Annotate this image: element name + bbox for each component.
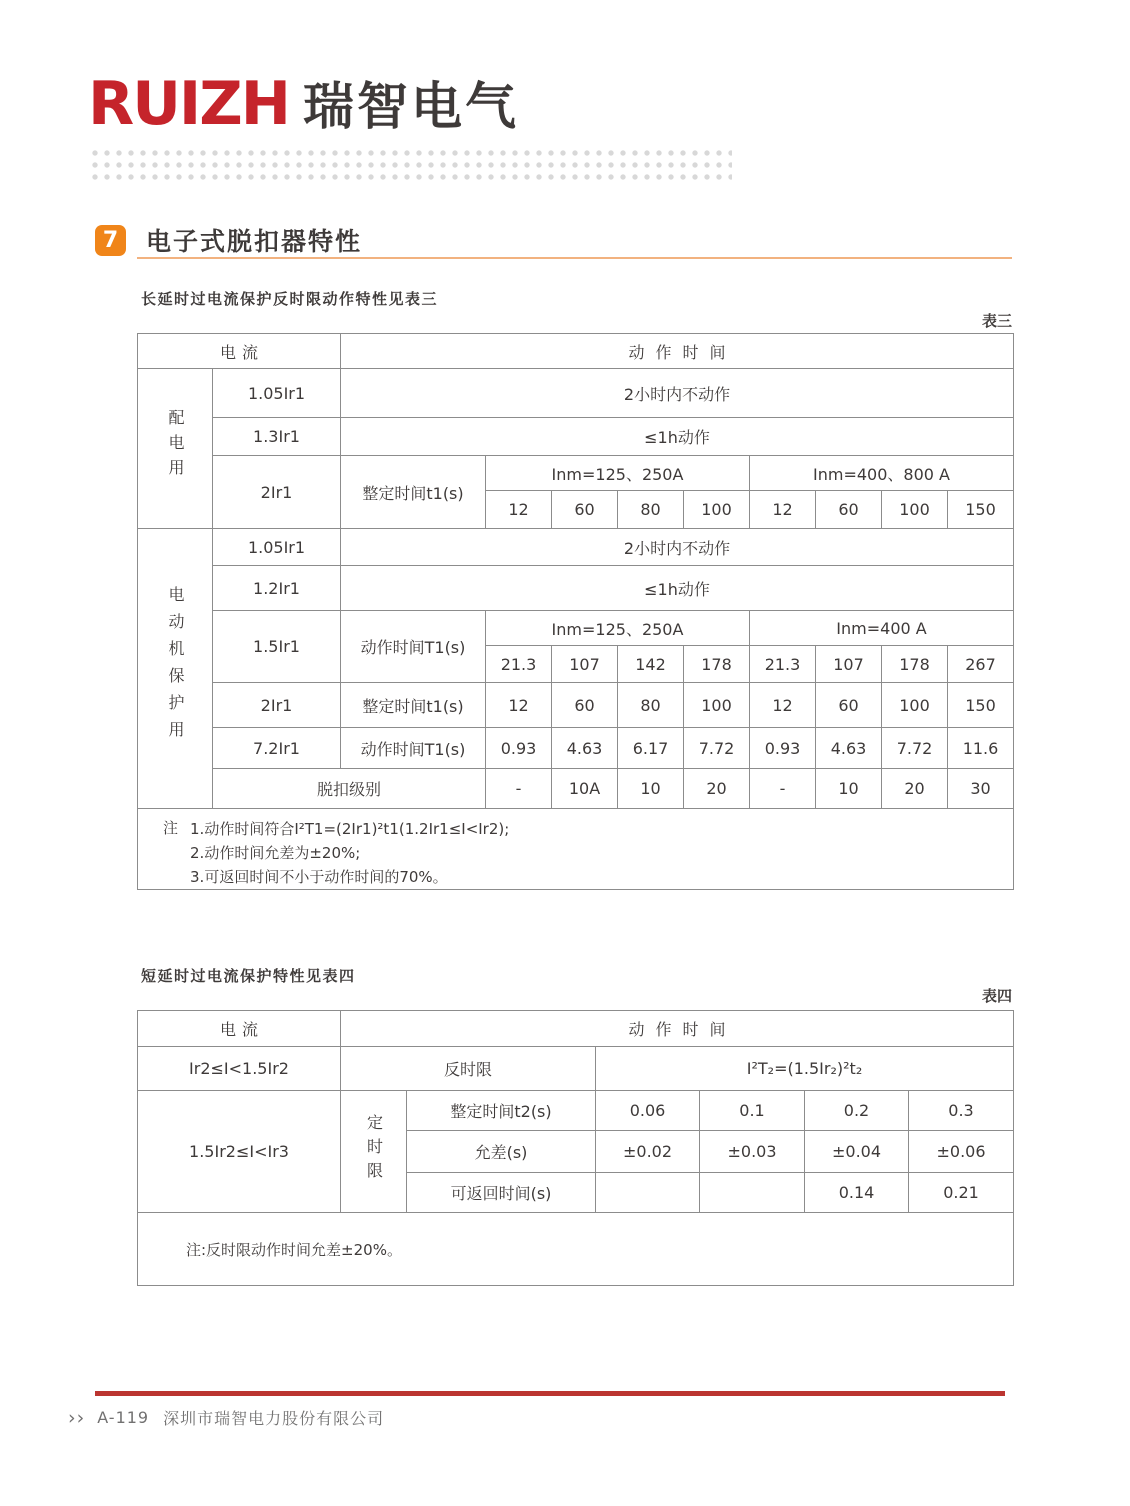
t3-notes — [138, 809, 1013, 889]
chevron-right-icon: ›› — [68, 1406, 86, 1429]
t3-cell: 12 — [750, 491, 816, 529]
t3-cell: 12 — [486, 683, 552, 728]
t4-cell: 整定时间t2(s) — [407, 1091, 596, 1131]
t3-cell: 0.93 — [750, 728, 816, 769]
t3-cell: 100 — [684, 491, 750, 529]
t3-cell: 80 — [618, 683, 684, 728]
t3-note-line: 2.动作时间允差为±20%; — [190, 844, 361, 862]
table3-label: 表三 — [981, 312, 1012, 330]
t3-note-lines — [190, 817, 509, 889]
t4-cell: 可返回时间(s) — [407, 1173, 596, 1213]
t3-note-line: 1.动作时间符合I²T1=(2Ir1)²t1(1.2Ir1≤I<Ir2); — [190, 820, 510, 838]
t4-cell: 0.06 — [596, 1091, 700, 1131]
t3-cell: 100 — [882, 683, 948, 728]
t4-note-cell: 注:反时限动作时间允差±20%。 — [138, 1213, 1014, 1286]
t3-cell: Inm=400 A — [750, 611, 1014, 646]
t3-note-line: 3.可返回时间不小于动作时间的70%。 — [190, 868, 448, 886]
table-3 — [137, 333, 1014, 890]
t3-cell: 4.63 — [816, 728, 882, 769]
t3-cell: 6.17 — [618, 728, 684, 769]
t3-cell: 107 — [816, 646, 882, 683]
t4-cell: 1.5Ir2≤I<Ir3 — [138, 1091, 341, 1213]
t4-mode-label: 定时限 — [364, 1113, 384, 1186]
t3-cell: 12 — [750, 683, 816, 728]
t3-cell: 20 — [882, 769, 948, 809]
t3-cell: 整定时间t1(s) — [341, 456, 486, 529]
t3-cell: Inm=125、250A — [486, 456, 750, 491]
t3-cell: 60 — [552, 683, 618, 728]
t3-cell: 107 — [552, 646, 618, 683]
table-4 — [137, 1010, 1014, 1286]
t3-cell: 178 — [882, 646, 948, 683]
t3-notes-cell — [138, 809, 1014, 890]
footer-page-number: A-119 — [97, 1408, 150, 1427]
t3-cell: 2小时内不动作 — [341, 529, 1014, 566]
table3-container — [137, 333, 1014, 890]
t3-cell: 11.6 — [948, 728, 1014, 769]
t4-cell: 0.2 — [805, 1091, 909, 1131]
section-underline — [137, 257, 1012, 259]
t3-group-distribution — [138, 369, 213, 529]
t3-cell: 动作时间T1(s) — [341, 611, 486, 683]
t4-cell — [596, 1173, 700, 1213]
t3-cell: 2Ir1 — [213, 683, 341, 728]
table4-container — [137, 1010, 1014, 1286]
t4-header-action-time: 动作时间 — [341, 1011, 1014, 1047]
t3-cell: 2小时内不动作 — [341, 369, 1014, 418]
t3-header-current: 电流 — [138, 334, 341, 369]
t3-cell: ≤1h动作 — [341, 418, 1014, 456]
t3-cell: 60 — [816, 491, 882, 529]
t3-cell: 100 — [882, 491, 948, 529]
t3-cell: 1.05Ir1 — [213, 529, 341, 566]
t4-cell: 0.14 — [805, 1173, 909, 1213]
t3-cell: 20 — [684, 769, 750, 809]
t3-cell: 1.3Ir1 — [213, 418, 341, 456]
t3-cell: - — [486, 769, 552, 809]
t3-cell: 142 — [618, 646, 684, 683]
t3-note-tag: 注 — [163, 819, 179, 837]
t3-cell: 10A — [552, 769, 618, 809]
t3-cell: 7.2Ir1 — [213, 728, 341, 769]
footer-company-name: 深圳市瑞智电力股份有限公司 — [163, 1409, 385, 1428]
t3-cell: 80 — [618, 491, 684, 529]
t3-cell: - — [750, 769, 816, 809]
t3-group-distribution-label: 配电用 — [166, 409, 185, 484]
t3-cell: 21.3 — [486, 646, 552, 683]
t3-cell: 1.2Ir1 — [213, 566, 341, 611]
t4-cell: 反时限 — [341, 1047, 596, 1091]
t4-header-current: 电流 — [138, 1011, 341, 1047]
footer-rule — [95, 1391, 1005, 1396]
t4-cell: 0.1 — [700, 1091, 805, 1131]
t4-cell: 允差(s) — [407, 1131, 596, 1173]
t4-mode-cell — [341, 1091, 407, 1213]
t4-cell: ±0.06 — [909, 1131, 1014, 1173]
t3-cell: 10 — [816, 769, 882, 809]
brand-logo — [88, 69, 519, 139]
t3-cell: 1.5Ir1 — [213, 611, 341, 683]
t3-cell: Inm=125、250A — [486, 611, 750, 646]
table4-label: 表四 — [981, 987, 1012, 1005]
t3-cell: 30 — [948, 769, 1014, 809]
logo-wordmark-cn: 瑞智电气 — [302, 78, 519, 137]
t3-cell: 150 — [948, 491, 1014, 529]
t3-cell: 267 — [948, 646, 1014, 683]
t3-cell: 7.72 — [684, 728, 750, 769]
t3-cell: 150 — [948, 683, 1014, 728]
t4-formula: I²T₂=(1.5Ir₂)²t₂ — [596, 1047, 1014, 1091]
t3-cell: Inm=400、800 A — [750, 456, 1014, 491]
t4-cell — [700, 1173, 805, 1213]
t3-cell: 178 — [684, 646, 750, 683]
t4-cell: ±0.04 — [805, 1131, 909, 1173]
t3-cell: 动作时间T1(s) — [341, 728, 486, 769]
section-title: 电子式脱扣器特性 — [146, 227, 363, 256]
t3-cell: 60 — [552, 491, 618, 529]
section-heading — [95, 222, 362, 258]
table4-caption: 短延时过电流保护特性见表四 — [141, 967, 356, 985]
table3-caption: 长延时过电流保护反时限动作特性见表三 — [141, 290, 439, 308]
section-number-badge: 7 — [95, 225, 126, 256]
t4-cell: 0.3 — [909, 1091, 1014, 1131]
t3-trip-class-label: 脱扣级别 — [213, 769, 486, 809]
t4-cell: 0.21 — [909, 1173, 1014, 1213]
t3-cell: 100 — [684, 683, 750, 728]
t3-group-motor — [138, 529, 213, 809]
logo-wordmark-en: RUIZH — [88, 69, 289, 139]
t3-cell: 21.3 — [750, 646, 816, 683]
t3-cell: 1.05Ir1 — [213, 369, 341, 418]
t3-cell: 2Ir1 — [213, 456, 341, 529]
t4-cell: ±0.03 — [700, 1131, 805, 1173]
t3-cell: 0.93 — [486, 728, 552, 769]
t3-header-action-time: 动作时间 — [341, 334, 1014, 369]
t3-cell: 12 — [486, 491, 552, 529]
t3-cell: 60 — [816, 683, 882, 728]
t3-cell: 整定时间t1(s) — [341, 683, 486, 728]
t3-cell: 4.63 — [552, 728, 618, 769]
t4-cell: Ir2≤I<1.5Ir2 — [138, 1047, 341, 1091]
t3-group-motor-label: 电动机保护用 — [166, 585, 185, 748]
footer — [68, 1406, 384, 1429]
t3-cell: 10 — [618, 769, 684, 809]
t3-cell: ≤1h动作 — [341, 566, 1014, 611]
t3-cell: 7.72 — [882, 728, 948, 769]
dot-pattern-decoration — [88, 146, 732, 181]
t4-cell: ±0.02 — [596, 1131, 700, 1173]
